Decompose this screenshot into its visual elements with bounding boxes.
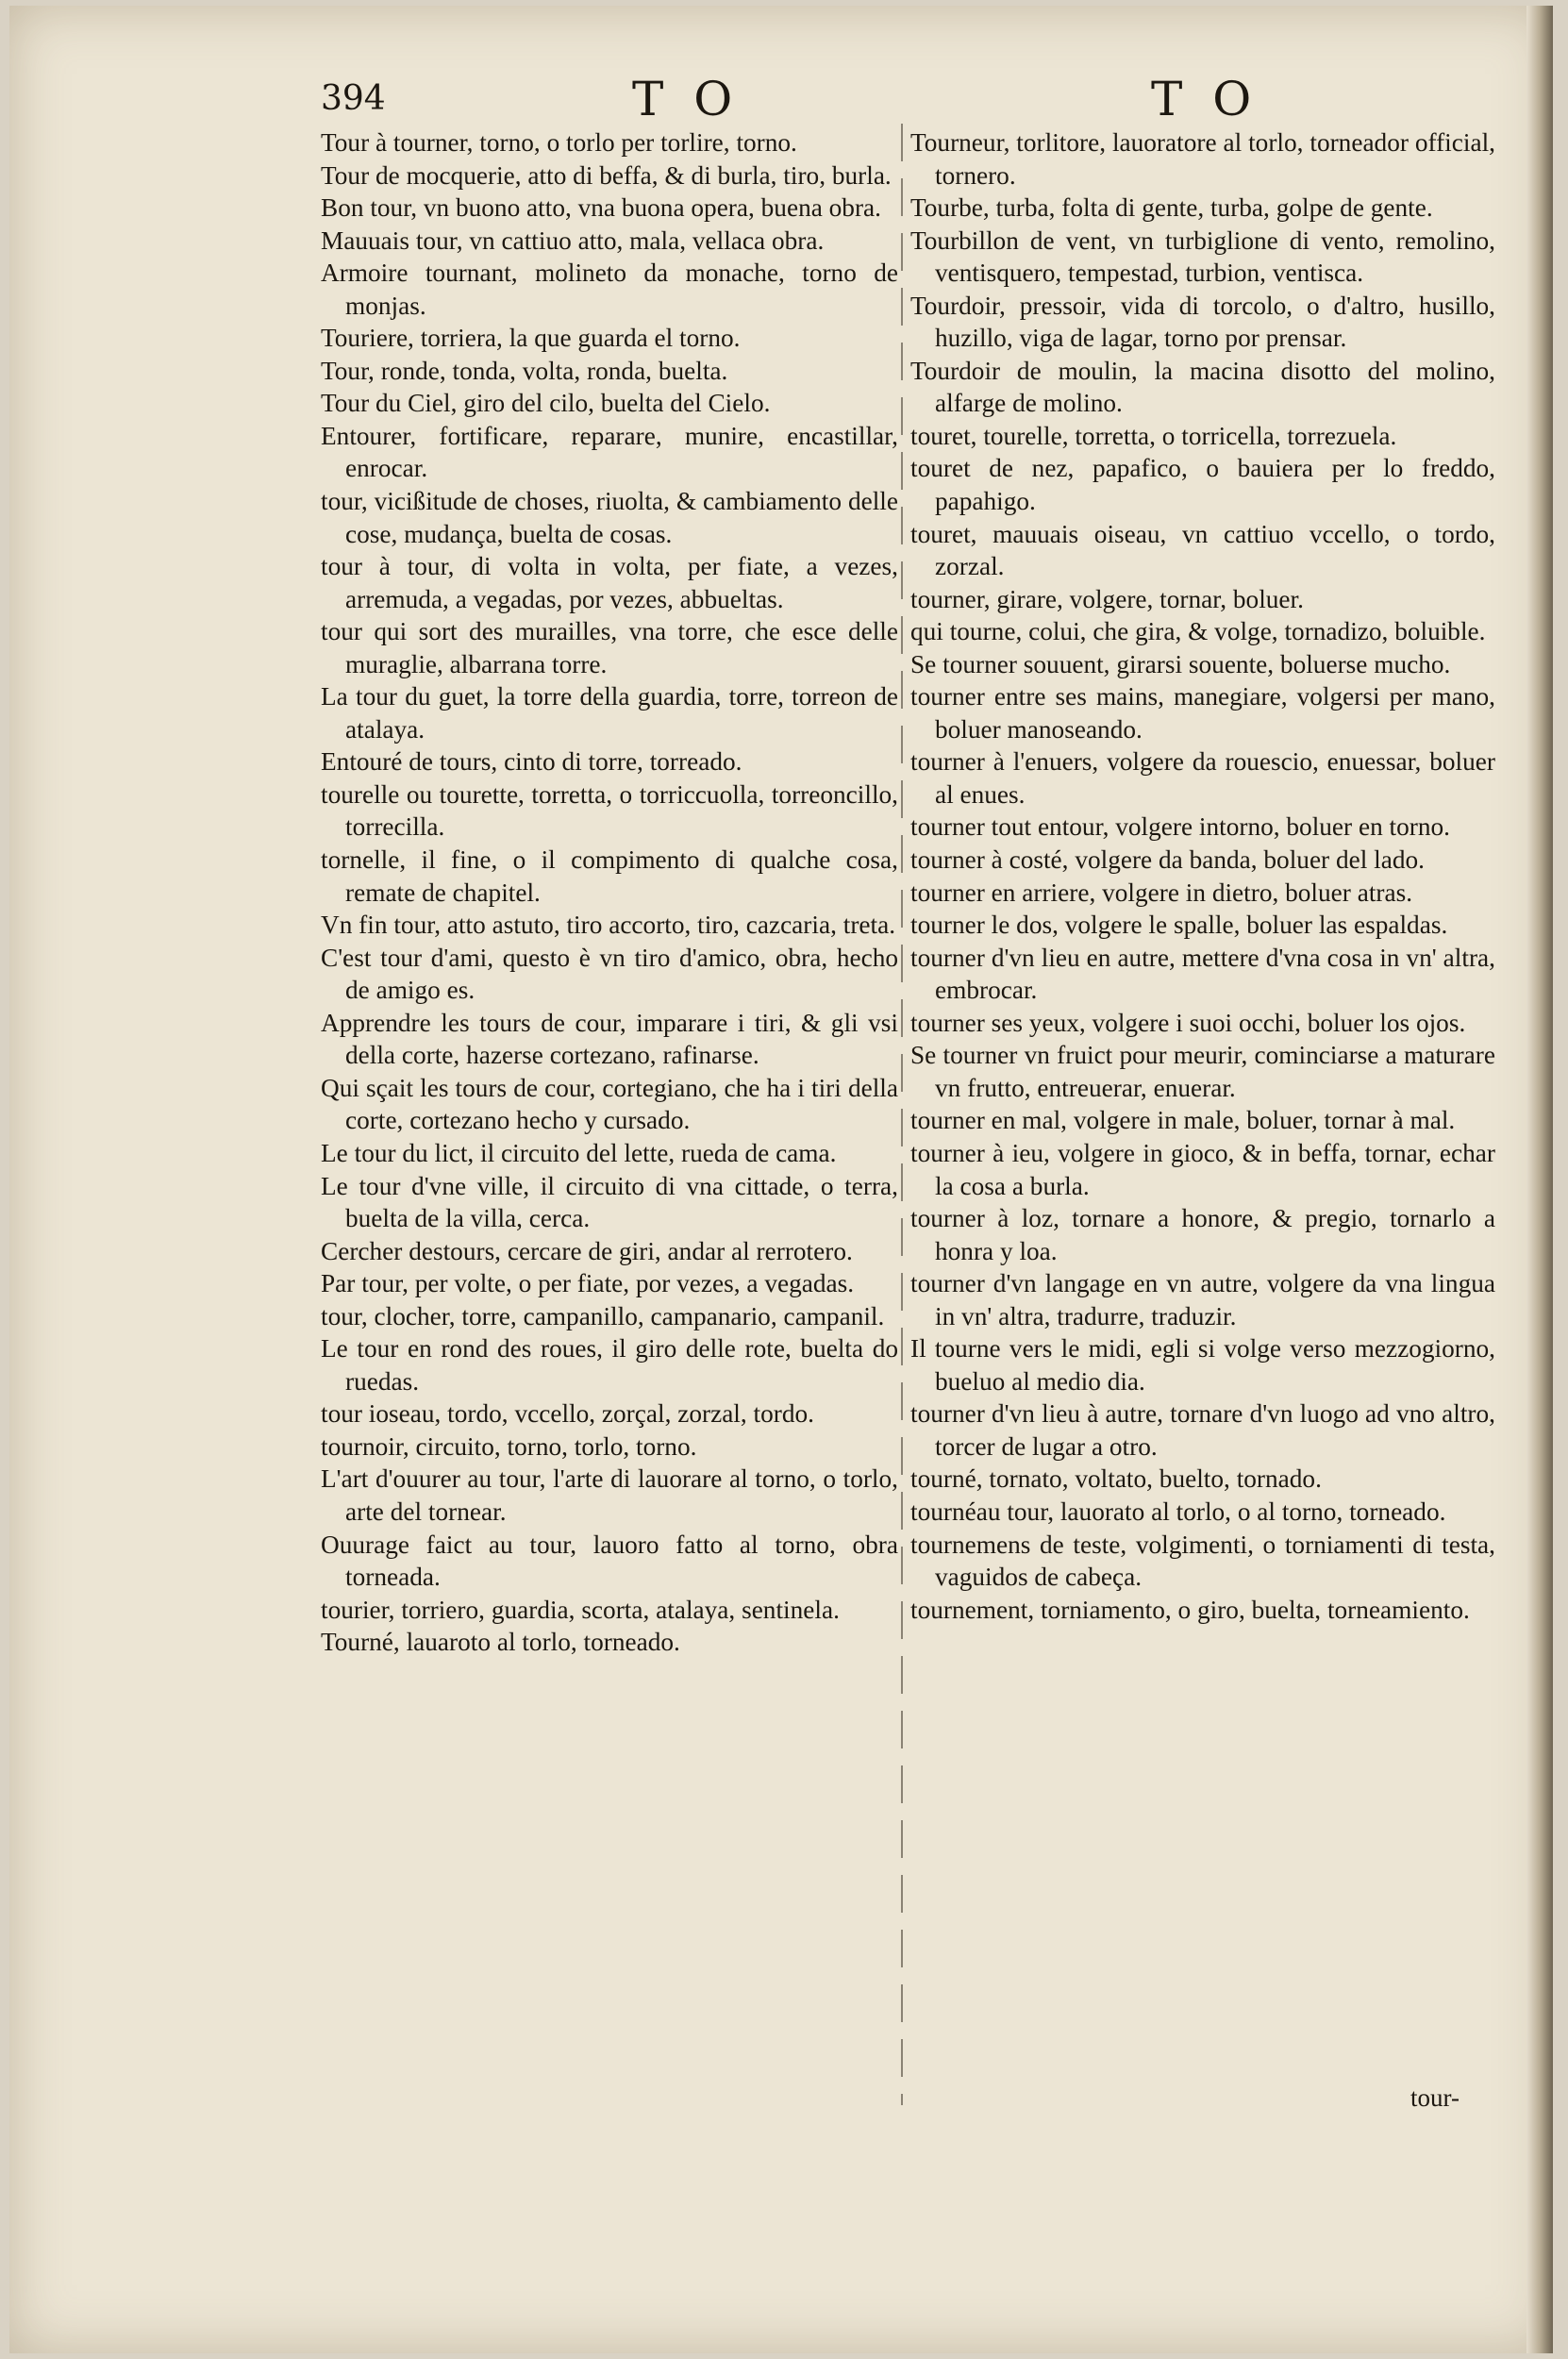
dictionary-entry: tourné, tornato, voltato, buelto, tornado. — [910, 1464, 1322, 1494]
dictionary-entry: tournoir, circuito, torno, torlo, torno. — [321, 1431, 697, 1461]
dictionary-entry: Tourdoir de moulin, la macina disotto del molino, alfarge de molino. — [910, 356, 1495, 418]
right-column-heading: T O — [1151, 72, 1259, 126]
dictionary-entry: tourner ses yeux, volgere i suoi occhi, boluer los ojos. — [910, 1008, 1466, 1037]
running-header — [321, 72, 1500, 128]
dictionary-entry: C'est tour d'ami, questo è vn tiro d'amico, obra, hecho de amigo es. — [321, 943, 898, 1005]
dictionary-entry: Tour du Ciel, giro del cilo, buelta del Cielo. — [321, 389, 771, 418]
dictionary-entry: tourner d'vn lieu en autre, mettere d'vna cosa in vn' altra, embrocar. — [910, 943, 1495, 1005]
dictionary-entry: Tourneur, torlitore, lauoratore al torlo, torneador official, tornero. — [910, 128, 1495, 190]
dictionary-entry: Qui sçait les tours de cour, cortegiano, che ha i tiri della corte, cortezano hecho y cursado. — [321, 1073, 898, 1135]
dictionary-entry: Par tour, per volte, o per fiate, por vezes, a vegadas. — [321, 1269, 855, 1298]
dictionary-entry: Bon tour, vn buono atto, vna buona opera, buena obra. — [321, 193, 881, 223]
book-page — [9, 6, 1553, 2353]
dictionary-entry: tour à tour, di volta in volta, per fiate, a vezes, arremuda, a vegadas, por vezes, abbueltas. — [321, 552, 898, 613]
dictionary-entry: tour, clocher, torre, campanillo, campanario, campanil. — [321, 1301, 885, 1330]
dictionary-entry: tourner à ieu, volgere in gioco, & in beffa, tornar, echar la cosa a burla. — [910, 1138, 1495, 1200]
dictionary-entry: tour, vicißitude de choses, riuolta, & cambiamento delle cose, mudança, buelta de cosas. — [321, 487, 898, 548]
dictionary-entry: Tourné, lauaroto al torlo, torneado. — [321, 1628, 680, 1657]
dictionary-entry: tornelle, il fine, o il compimento di qualche cosa, remate de chapitel. — [321, 845, 898, 907]
page-number: 394 — [321, 79, 386, 118]
dictionary-entry: Apprendre les tours de cour, imparare i tiri, & gli vsi della corte, hazerse cortezano, rafinarse. — [321, 1008, 898, 1070]
dictionary-entry: Le tour d'vne ville, il circuito di vna cittade, o terra, buelta de la villa, cerca. — [321, 1171, 898, 1233]
dictionary-entry: Ouurage faict au tour, lauoro fatto al torno, obra torneada. — [321, 1530, 898, 1592]
dictionary-entry: Tour, ronde, tonda, volta, ronda, buelta. — [321, 356, 728, 385]
catchword: tour- — [1410, 2083, 1460, 2112]
dictionary-entry: tourelle ou tourette, torretta, o torriccuolla, torreoncillo, torrecilla. — [321, 779, 898, 842]
dictionary-entry: Armoire tournant, molineto da monache, torno de monjas. — [321, 259, 898, 320]
column-divider — [901, 124, 903, 2105]
dictionary-entry: touret de nez, papafico, o bauiera per lo freddo, papahigo. — [910, 454, 1495, 516]
dictionary-entry: Le tour du lict, il circuito del lette, rueda de cama. — [321, 1138, 837, 1167]
dictionary-entry: Tourbe, turba, folta di gente, turba, golpe de gente. — [910, 193, 1433, 223]
dictionary-entry: tourner entre ses mains, manegiare, volgersi per mano, boluer manoseando. — [910, 682, 1495, 744]
dictionary-entry: Entourer, fortificare, reparare, munire, encastillar, enrocar. — [321, 421, 898, 483]
dictionary-entry: Entouré de tours, cinto di torre, torreado. — [321, 747, 742, 777]
left-column-heading: T O — [632, 72, 741, 126]
dictionary-entry: Tour de mocquerie, atto di beffa, & di burla, tiro, burla. — [321, 160, 892, 190]
dictionary-entry: tourner en arriere, volgere in dietro, boluer atras. — [910, 878, 1413, 907]
dictionary-entry: tournéau tour, lauorato al torlo, o al torno, torneado. — [910, 1497, 1446, 1526]
dictionary-entry: Mauuais tour, vn cattiuo atto, mala, vellaca obra. — [321, 226, 825, 255]
dictionary-entry: Tourbillon de vent, vn turbiglione di vento, remolino, ventisquero, tempestad, turbion, ventisca. — [910, 226, 1495, 288]
dictionary-entry: tourner d'vn langage en vn autre, volgere da vna lingua in vn' altra, tradurre, traduzir. — [910, 1269, 1495, 1330]
dictionary-entry: tourner à loz, tornare a honore, & pregio, tornarlo a honra y loa. — [910, 1204, 1495, 1265]
dictionary-entry: touret, mauuais oiseau, vn cattiuo vccello, o tordo, zorzal. — [910, 519, 1495, 581]
dictionary-entry: Cercher destours, cercare de giri, andar al rerrotero. — [321, 1236, 853, 1265]
left-column — [321, 126, 898, 1659]
dictionary-entry: tourner tout entour, volgere intorno, boluer en torno. — [910, 812, 1450, 842]
dictionary-entry: Tour à tourner, torno, o torlo per torlire, torno. — [321, 128, 797, 157]
dictionary-entry: Se tourner vn fruict pour meurir, cominciarse a maturare vn frutto, entreuerar, enuerar. — [910, 1041, 1495, 1102]
dictionary-entry: tournemens de teste, volgimenti, o torniamenti di testa, vaguidos de cabeça. — [910, 1530, 1495, 1592]
dictionary-entry: tourier, torriero, guardia, scorta, atalaya, sentinela. — [321, 1595, 840, 1624]
dictionary-entry: qui tourne, colui, che gira, & volge, tornadizo, boluible. — [910, 617, 1486, 646]
dictionary-entry: tourner d'vn lieu à autre, tornare d'vn luogo ad vno altro, torcer de lugar a otro. — [910, 1399, 1495, 1461]
dictionary-entry: tourner à costé, volgere da banda, boluer del lado. — [910, 845, 1425, 875]
dictionary-entry: Se tourner souuent, girarsi souente, boluerse mucho. — [910, 649, 1451, 678]
dictionary-entry: Il tourne vers le midi, egli si volge verso mezzogiorno, bueluo al medio dia. — [910, 1334, 1495, 1396]
dictionary-entry: La tour du guet, la torre della guardia, torre, torreon de atalaya. — [321, 682, 898, 744]
dictionary-entry: Tourdoir, pressoir, vida di torcolo, o d'altro, husillo, huzillo, viga de lagar, torno por prensar. — [910, 291, 1495, 353]
dictionary-entry: tourner, girare, volgere, tornar, boluer. — [910, 584, 1304, 613]
dictionary-entry: L'art d'ouurer au tour, l'arte di lauorare al torno, o torlo, arte del tornear. — [321, 1464, 898, 1526]
dictionary-entry: Le tour en rond des roues, il giro delle rote, buelta do ruedas. — [321, 1334, 898, 1396]
dictionary-entry: tourner à l'enuers, volgere da rouescio, enuessar, boluer al enues. — [910, 747, 1495, 809]
page-spine-shadow — [1526, 6, 1553, 2353]
dictionary-entry: Vn fin tour, atto astuto, tiro accorto, tiro, cazcaria, treta. — [321, 911, 896, 940]
dictionary-entry: touret, tourelle, torretta, o torricella, torrezuela. — [910, 421, 1397, 450]
dictionary-entry: tour qui sort des murailles, vna torre, che esce delle muraglie, albarrana torre. — [321, 617, 898, 678]
dictionary-entry: tour ioseau, tordo, vccello, zorçal, zorzal, tordo. — [321, 1399, 814, 1429]
dictionary-entry: tournement, torniamento, o giro, buelta, torneamiento. — [910, 1595, 1470, 1624]
dictionary-entry: tourner en mal, volgere in male, boluer, tornar à mal. — [910, 1106, 1456, 1135]
right-column — [910, 126, 1495, 1626]
dictionary-entry: Touriere, torriera, la que guarda el torno. — [321, 324, 741, 353]
dictionary-entry: tourner le dos, volgere le spalle, boluer las espaldas. — [910, 911, 1448, 940]
